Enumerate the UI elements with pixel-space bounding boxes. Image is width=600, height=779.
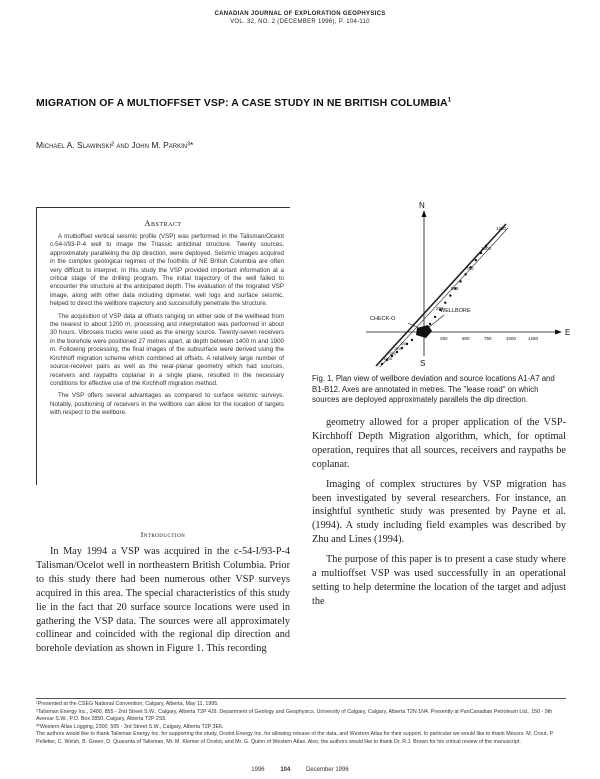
source-marker-b bbox=[429, 323, 431, 325]
tick-labels bbox=[382, 226, 539, 361]
south-label: S bbox=[420, 359, 426, 368]
y-tick-label: 1000 bbox=[481, 246, 492, 251]
body-paragraph: The purpose of this paper is to present a case study where a multioffset VSP was used successfully in an operational setting to help determine the location of the target and adjust the bbox=[312, 554, 566, 607]
abstract-heading: Abstract bbox=[144, 218, 182, 228]
x-tick-label: 250 bbox=[440, 336, 448, 341]
source-marker-b bbox=[459, 280, 461, 282]
x-tick-label: 750 bbox=[484, 336, 492, 341]
neg-tick-label: -250 bbox=[400, 341, 409, 346]
paper-title-text: MIGRATION OF A MULTIOFFSET VSP: A CASE STUDY IN NE BRITISH COLUMBIA bbox=[36, 97, 448, 109]
footnote: ¹Presented at the CSEG National Convention, Calgary, Alberta, May 11, 1995. bbox=[36, 701, 219, 707]
east-arrow-icon bbox=[555, 330, 562, 335]
footnote: ³*Western Atlas Logging, 2300, 505 - 3rd Street S.W., Calgary, Alberta T2P 3E6. bbox=[36, 723, 224, 730]
source-marker-a bbox=[411, 339, 413, 341]
paper-title bbox=[36, 97, 576, 109]
y-tick-label: 1250 bbox=[496, 226, 507, 231]
footer-year: 1996 bbox=[251, 767, 265, 773]
north-label: N bbox=[419, 201, 425, 210]
checkshot-leader bbox=[408, 323, 419, 328]
abstract-body bbox=[50, 233, 284, 422]
body-column-right bbox=[312, 416, 566, 609]
y-tick-label: 750 bbox=[466, 266, 474, 271]
source-marker-b bbox=[475, 259, 477, 261]
footnote: The authors would like to thank Talisman Energy Inc. for supporting the study, Ocelot Energy Inc. for allowing release of the data, and Western Atlas for their support. In particular we would like to thank Messrs. M. Crout, P. Pelletier, C. Welsh, B. Green, D. Quaranta of Talisman, Mr. M. Klemer of Ocelot, and Mr. G. Quinn of Western Atlas. Also, the authors would like to thank Dr. R.J. Brown for his critical review of the manuscript. bbox=[36, 731, 554, 745]
footnote: ²Talisman Energy Inc., 2400, 855 - 2nd Street S.W., Calgary, Alberta T2P 4J9. Department of Geology and Geophysics, University of Calgary, Calgary, Alberta T2N 1N4. Presently at PanCanadian Petroleum Ltd., 150 - 9th Avenue S.W., P.O. Box 2850, Calgary, Alberta T2P 2S5. bbox=[36, 708, 553, 722]
source-marker-b bbox=[464, 273, 466, 275]
checkshot-label: CHECK-O bbox=[370, 316, 396, 322]
introduction-heading: Introduction bbox=[140, 530, 186, 539]
page-number: 104 bbox=[280, 767, 291, 773]
east-label: E bbox=[565, 328, 571, 337]
journal-volume: VOL. 32, NO. 2 (DECEMBER 1996), P. 104-110 bbox=[230, 19, 370, 25]
body-paragraph: Imaging of complex structures by VSP migration has been investigated by several researchers. For instance, an insightful synthetic study was presented by Payne et al. (1994). A study including field examples was described by Zhu and Lines (1994). bbox=[312, 478, 566, 546]
north-arrow-icon bbox=[422, 210, 427, 217]
footer-date: December 1996 bbox=[306, 767, 349, 773]
x-tick-label: 1250 bbox=[528, 336, 539, 341]
abstract-paragraph: The VSP offers several advantages as compared to surface seismic surveys. Notably, positioning of receivers in the wellbore can allow for the location of targets with respect to the wellbore. bbox=[50, 392, 284, 417]
x-tick-label: 1000 bbox=[506, 336, 517, 341]
body-paragraph: geometry allowed for a proper application of the VSP-Kirchhoff Depth Migration algorithm, which, for optimal operation, requires that all sources, receivers and raypaths be coplanar. bbox=[312, 417, 566, 470]
paper-authors: Michael A. Slawinski² and John M. Parkin³* bbox=[36, 140, 194, 150]
x-tick-label: 500 bbox=[462, 336, 470, 341]
neg-tick-label: -500 bbox=[394, 346, 403, 351]
y-tick-label: 500 bbox=[451, 286, 459, 291]
abstract-paragraph: A multioffset vertical seismic profile (VSP) was performed in the Talisman/Ocelot c-54-I/93-P-4 well to image the Triassic anticlinal structure. Twenty sources, approximately paralleling the dip direction, were deployed. Seismic images acquired in the complex geological regimes of the foothills of NE British Columbia are often very difficult to interpret. In this study the VSP provided important information at a critical stage of the drilling program. The initial trajectory of the well failed to encounter the structure at the anticipated depth. The evaluation of the migrated VSP image, along with other data including dipmeter, well logs and surface seismic, helped to direct the wellbore trajectory and successfully penetrate the structure. bbox=[50, 233, 284, 308]
body-paragraph: In May 1994 a VSP was acquired in the c-54-I/93-P-4 Talisman/Ocelot well in northeastern British Columbia. Prior to this study there had been numerous other VSP surveys acquired in this area. The special characteristics of this study lie in the fact that 20 surface source locations were used in gathering the VSP data. The sources were all approximately collinear and coincided with the regional dip direction and borehole deviation as shown in Figure 1. This recording bbox=[36, 546, 290, 655]
journal-header bbox=[0, 10, 600, 26]
footnotes bbox=[36, 701, 566, 746]
footnote-divider bbox=[36, 698, 566, 699]
y-tick-label: 250 bbox=[436, 306, 444, 311]
neg-tick-label: -750 bbox=[388, 351, 397, 356]
figure-1-caption: Fig. 1. Plan view of wellbore deviation and source locations A1-A7 and B1-B12. Axes are annotated in metres. The "lease road" on which sources are deployed approximately parallels the dip direction. bbox=[312, 374, 555, 404]
page-footer bbox=[0, 767, 600, 773]
source-marker-a bbox=[396, 351, 398, 353]
abstract-paragraph: The acquisition of VSP data at offsets ranging on either side of the wellhead from the nearest to about 1200 m, processing and interpretation was performed in about 30 hours. Vibroseis trucks were used as the energy source. Twenty-seven receivers in the borehole were positioned 27 metres apart, at depth between 1400 m and 1900 m. Following processing, the final images of the subsurface were derived using the Kirchhoff migration scheme which combined all offsets. A relatively large number of source-receiver pairs as well as the near-planar geometry which had sources, receivers and raypaths coplanar in a single plane, resulted in the necessary conditions for effective use of the Kirchhoff migration method. bbox=[50, 312, 284, 387]
source-marker-b bbox=[434, 316, 436, 318]
figure-1-plot bbox=[336, 200, 576, 370]
journal-name: CANADIAN JOURNAL OF EXPLORATION GEOPHYSICS bbox=[214, 11, 386, 17]
body-column-left bbox=[36, 545, 290, 656]
source-marker-b bbox=[480, 252, 482, 254]
source-marker-a bbox=[381, 363, 383, 365]
figure-1 bbox=[336, 200, 576, 370]
neg-tick-label: -1000 bbox=[382, 356, 393, 361]
title-footnote-mark: 1 bbox=[447, 97, 452, 104]
source-marker-b bbox=[449, 294, 451, 296]
source-marker-b bbox=[444, 302, 446, 304]
wellbore-label: WELLBORE bbox=[440, 308, 471, 314]
